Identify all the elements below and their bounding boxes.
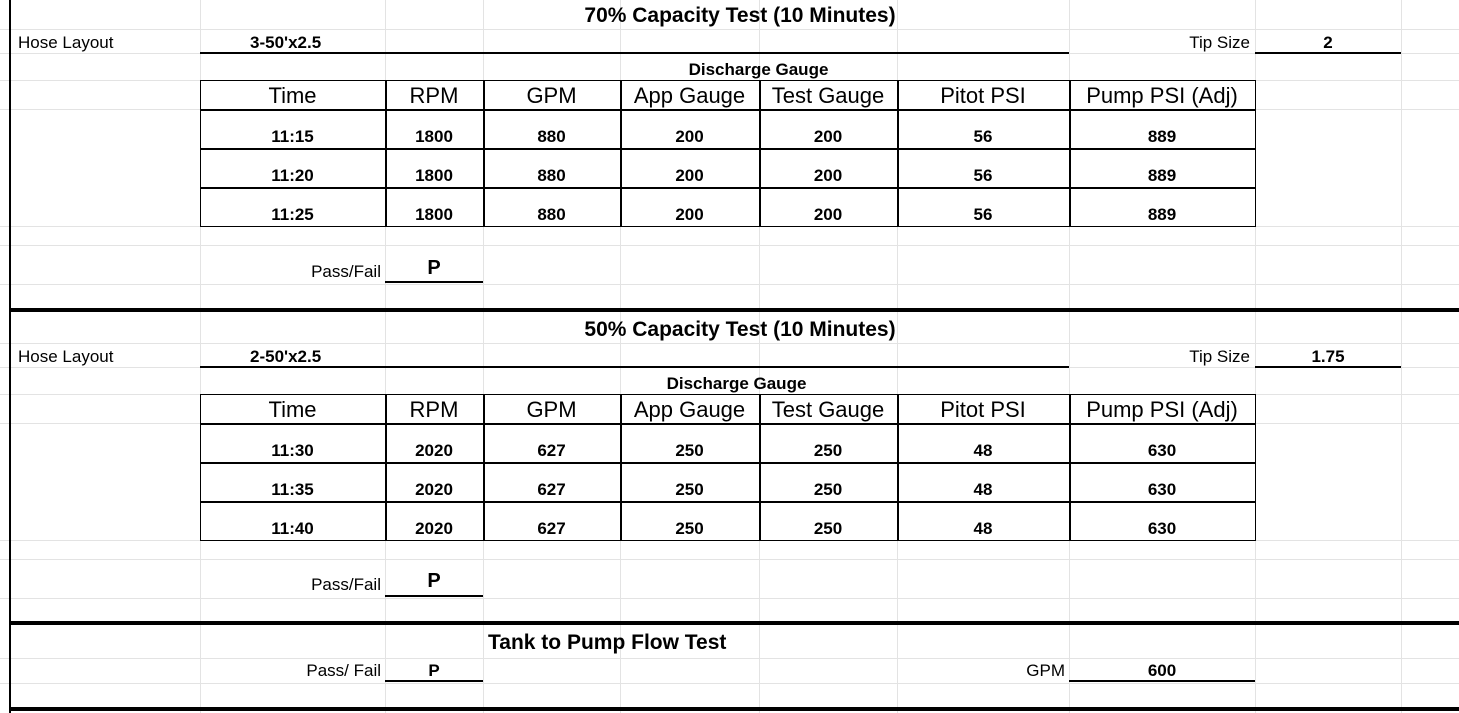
tip-size-underline xyxy=(1255,366,1401,368)
header-test-gauge: Test Gauge xyxy=(771,83,885,108)
pass-fail-underline xyxy=(385,680,483,682)
pass-fail-value[interactable]: P xyxy=(428,661,440,680)
cell-test-gauge[interactable]: 200 xyxy=(813,127,843,146)
pass-fail-value[interactable]: P xyxy=(427,570,441,592)
cell-gpm[interactable]: 627 xyxy=(537,480,566,499)
header-pitot-psi: Pitot PSI xyxy=(940,83,1026,108)
cell-pump-psi[interactable]: 630 xyxy=(1147,441,1177,460)
header-gpm: GPM xyxy=(526,83,577,108)
header-time: Time xyxy=(268,83,317,108)
header-pitot-psi: Pitot PSI xyxy=(940,397,1026,422)
cell-test-gauge[interactable]: 250 xyxy=(813,519,843,538)
cell-time[interactable]: 11:35 xyxy=(271,480,314,499)
cell-time[interactable]: 11:20 xyxy=(271,166,314,185)
pass-fail-label: Pass/Fail xyxy=(311,262,381,281)
cell-rpm[interactable]: 1800 xyxy=(415,127,453,146)
cell-time[interactable]: 11:40 xyxy=(271,519,314,538)
sheet-left-border xyxy=(9,0,11,713)
cell-pitot-psi[interactable]: 48 xyxy=(973,480,993,499)
hose-layout-label: Hose Layout xyxy=(18,347,114,366)
cell-rpm[interactable]: 2020 xyxy=(415,441,453,460)
header-test-gauge: Test Gauge xyxy=(771,397,885,422)
pass-fail-label: Pass/ Fail xyxy=(306,661,381,680)
gpm-underline xyxy=(1069,680,1255,682)
header-pump-psi: Pump PSI (Adj) xyxy=(1086,397,1238,422)
header-time: Time xyxy=(268,397,317,422)
hose-layout-value[interactable]: 3-50'x2.5 xyxy=(250,33,322,52)
header-pump-psi: Pump PSI (Adj) xyxy=(1086,83,1238,108)
pass-fail-label: Pass/Fail xyxy=(311,575,381,594)
cell-rpm[interactable]: 1800 xyxy=(415,205,453,224)
tip-size-underline xyxy=(1255,52,1401,54)
tip-size-value[interactable]: 1.75 xyxy=(1311,347,1345,366)
cell-test-gauge[interactable]: 200 xyxy=(813,166,843,185)
section-title: Tank to Pump Flow Test xyxy=(488,631,727,654)
cell-rpm[interactable]: 2020 xyxy=(415,519,453,538)
pass-fail-underline xyxy=(385,281,483,283)
section-title: 70% Capacity Test (10 Minutes) xyxy=(584,4,896,27)
hose-layout-underline xyxy=(200,52,1069,54)
hose-layout-underline xyxy=(200,366,1069,368)
hose-layout-value[interactable]: 2-50'x2.5 xyxy=(250,347,322,366)
tip-size-label: Tip Size xyxy=(1189,33,1250,52)
cell-pump-psi[interactable]: 630 xyxy=(1147,480,1177,499)
header-app-gauge: App Gauge xyxy=(633,83,746,108)
cell-test-gauge[interactable]: 250 xyxy=(813,441,843,460)
pass-fail-value[interactable]: P xyxy=(427,257,441,279)
discharge-gauge-label: Discharge Gauge xyxy=(688,60,829,79)
cell-pitot-psi[interactable]: 48 xyxy=(973,441,993,460)
cell-app-gauge[interactable]: 200 xyxy=(675,127,704,146)
cell-app-gauge[interactable]: 250 xyxy=(675,519,704,538)
section-divider-1 xyxy=(10,308,1459,312)
hose-layout-label: Hose Layout xyxy=(18,33,114,52)
section-divider-3 xyxy=(10,707,1459,711)
header-rpm: RPM xyxy=(409,83,459,108)
cell-pitot-psi[interactable]: 56 xyxy=(973,205,993,224)
cell-test-gauge[interactable]: 250 xyxy=(813,480,843,499)
cell-pump-psi[interactable]: 889 xyxy=(1147,205,1177,224)
cell-time[interactable]: 11:25 xyxy=(271,205,314,224)
cell-pump-psi[interactable]: 889 xyxy=(1147,127,1177,146)
tip-size-value[interactable]: 2 xyxy=(1323,33,1333,52)
header-rpm: RPM xyxy=(409,397,459,422)
cell-gpm[interactable]: 627 xyxy=(537,519,566,538)
cell-app-gauge[interactable]: 250 xyxy=(675,480,704,499)
cell-pump-psi[interactable]: 630 xyxy=(1147,519,1177,538)
cell-pitot-psi[interactable]: 56 xyxy=(973,166,993,185)
header-gpm: GPM xyxy=(526,397,577,422)
header-app-gauge: App Gauge xyxy=(633,397,746,422)
cell-pump-psi[interactable]: 889 xyxy=(1147,166,1177,185)
cell-pitot-psi[interactable]: 56 xyxy=(973,127,993,146)
section-title: 50% Capacity Test (10 Minutes) xyxy=(584,318,896,341)
pass-fail-underline xyxy=(385,595,483,597)
gpm-label: GPM xyxy=(1026,661,1065,680)
discharge-gauge-label: Discharge Gauge xyxy=(666,374,807,393)
cell-gpm[interactable]: 880 xyxy=(537,127,566,146)
cell-gpm[interactable]: 880 xyxy=(537,205,566,224)
cell-time[interactable]: 11:15 xyxy=(271,127,314,146)
cell-app-gauge[interactable]: 200 xyxy=(675,205,704,224)
cell-test-gauge[interactable]: 200 xyxy=(813,205,843,224)
cell-gpm[interactable]: 880 xyxy=(537,166,566,185)
cell-gpm[interactable]: 627 xyxy=(537,441,566,460)
cell-rpm[interactable]: 2020 xyxy=(415,480,453,499)
tip-size-label: Tip Size xyxy=(1189,347,1250,366)
gpm-value[interactable]: 600 xyxy=(1147,661,1177,680)
section-divider-2 xyxy=(10,621,1459,625)
cell-app-gauge[interactable]: 250 xyxy=(675,441,704,460)
cell-pitot-psi[interactable]: 48 xyxy=(973,519,993,538)
cell-app-gauge[interactable]: 200 xyxy=(675,166,704,185)
cell-rpm[interactable]: 1800 xyxy=(415,166,453,185)
cell-time[interactable]: 11:30 xyxy=(271,441,314,460)
